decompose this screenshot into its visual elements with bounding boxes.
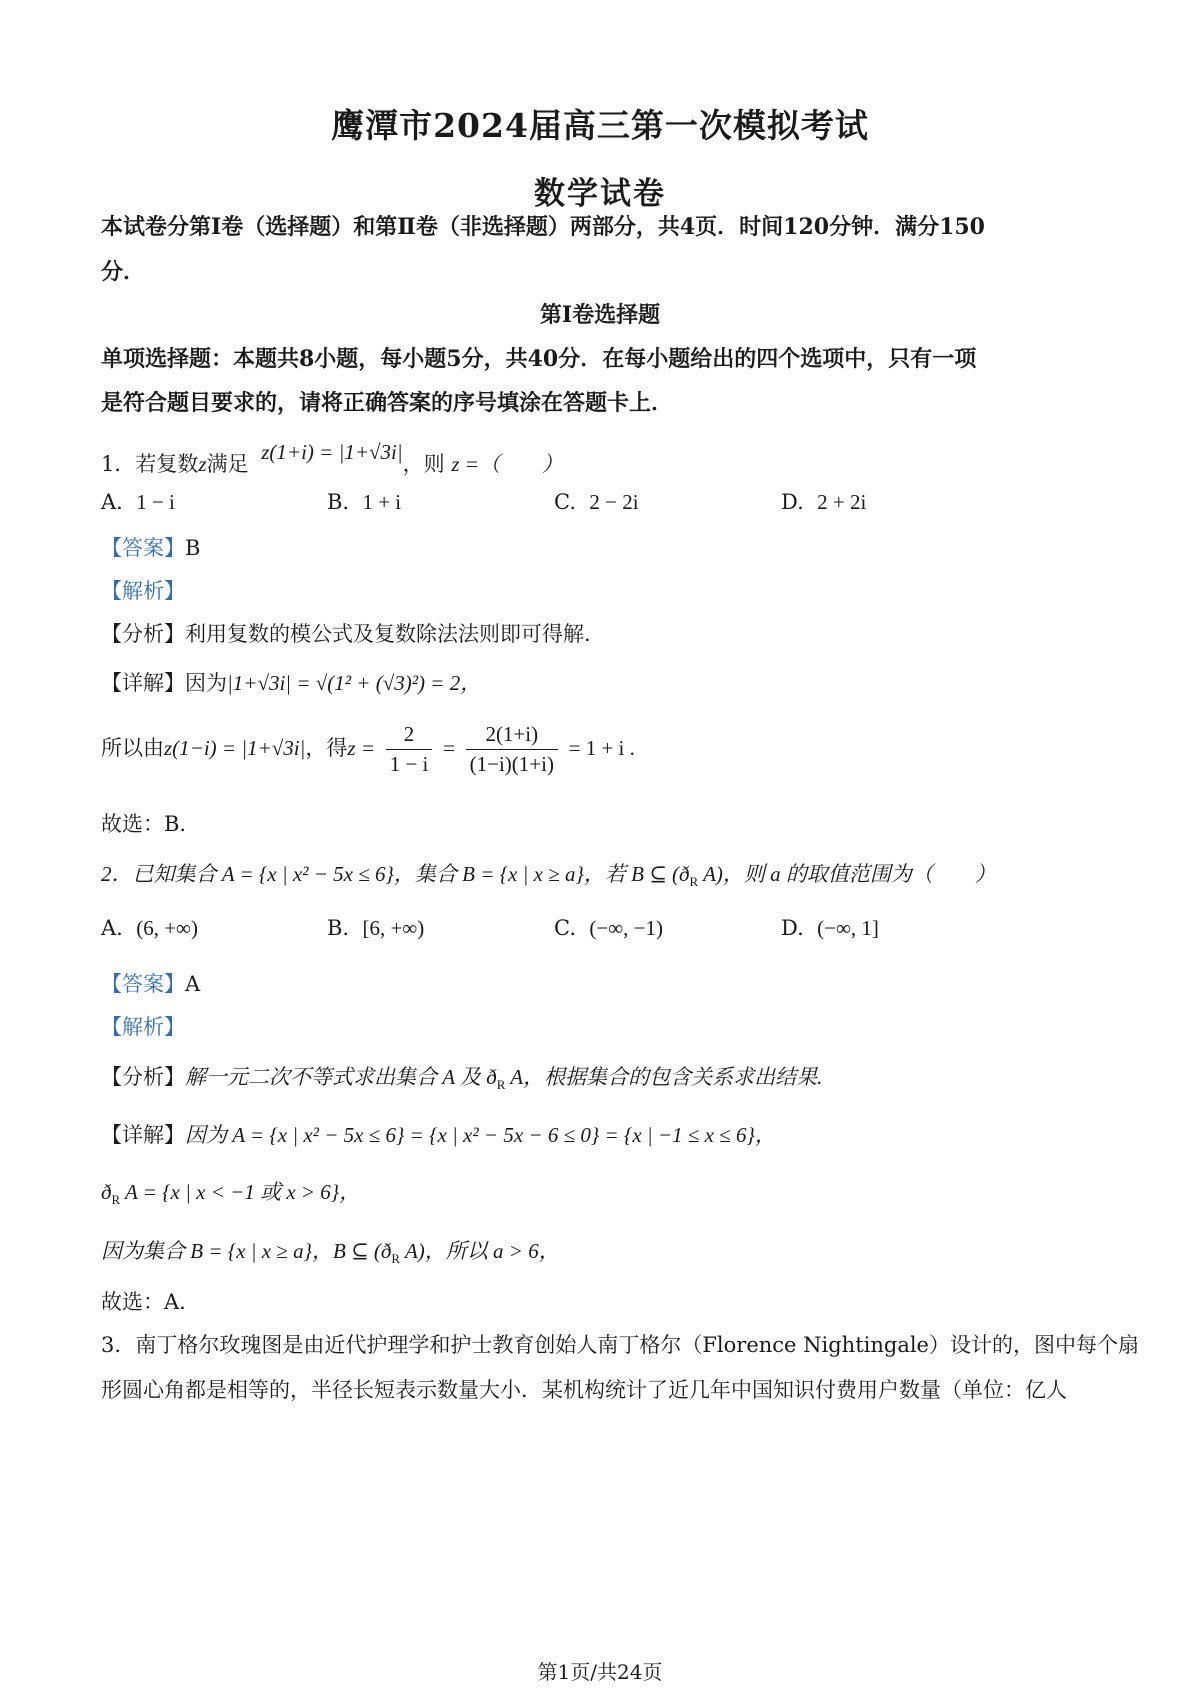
q2-detail-3: 因为集合 B = {x | x ≥ a}，B ⊆ ($ð_R$ A)，所以 a > 6， — [101, 1239, 560, 1267]
intro-line-2: 分． — [101, 259, 146, 285]
exam-title: 鹰潭市2024届高三第一次模拟考试 — [331, 106, 869, 145]
instructions-line-1: 单项选择题：本题共8小题，每小题5分，共40分．在每小题给出的四个选项中，只有一项 — [101, 346, 977, 372]
section-heading: 第Ⅰ卷选择题 — [539, 302, 661, 328]
paper-subtitle: 数学试卷 — [534, 176, 666, 212]
q2-analysis-tag: 【解析】 — [101, 1015, 185, 1039]
q2-option-a: A. (6, +∞) — [101, 916, 199, 940]
q1-stem-prefix: 1．若复数 — [101, 452, 199, 476]
q1-fraction-2: $\frac{2(1+i)}{(1-i)(1+i)}$ — [466, 722, 558, 777]
q1-answer: 【答案】B — [101, 536, 201, 560]
q1-stem — [101, 440, 563, 478]
q1-equation: z(1+i) = |1+√3i| — [261, 440, 403, 464]
q1-option-b: B. 1 + i — [327, 490, 402, 514]
answer-tag: 【答案】 — [101, 972, 185, 996]
q1-analysis-tag: 【解析】 — [101, 579, 185, 603]
q2-detail-2: $ð_R$ A = {x | x < −1 或 x > 6}， — [101, 1180, 361, 1208]
q2-option-d: D. (−∞, 1] — [781, 916, 879, 940]
page-number: 第1页/共24页 — [537, 1660, 663, 1684]
q1-fraction-1: $\frac{2}{1 - i}$ — [386, 722, 433, 777]
q2-fenxi: 【分析】解一元二次不等式求出集合 A 及 $ð_R$ A，根据集合的包含关系求出结果. — [101, 1065, 823, 1093]
q1-option-d: D. 2 + 2i — [781, 490, 867, 514]
q1-option-a: A. 1 − i — [101, 490, 175, 514]
q1-detail-eq: |1+√3i| = √(1² + (√3)²) = 2， — [227, 671, 482, 695]
answer-tag: 【答案】 — [101, 536, 185, 560]
q1-detail-line2: 所以由z(1−i) = |1+√3i|，得z = $\frac{2}{1 - i}$ = $\frac{2(1+i)}{(1-i)(1+i)}$ = 1 + i . — [101, 722, 635, 776]
q2-detail-1: 【详解】因为 A = {x | x² − 5x ≤ 6} = {x | x² − 5x − 6 ≤ 0} = {x | −1 ≤ x ≤ 6}， — [101, 1123, 776, 1147]
q1-choose: 故选：B. — [101, 812, 187, 836]
q1-stem-mid: 满足 — [206, 452, 249, 476]
q2-option-b: B. [6, +∞) — [327, 916, 425, 940]
q3-line-1: 3．南丁格尔玫瑰图是由近代护理学和护士教育创始人南丁格尔（Florence Nightingale）设计的，图中每个扇 — [101, 1333, 1139, 1357]
q1-detail: 【详解】因为|1+√3i| = √(1² + (√3)²) = 2， — [101, 671, 482, 695]
q1-fenxi: 【分析】利用复数的模公式及复数除法法则即可得解. — [101, 622, 591, 646]
q1-stem-end: z =（ ） — [451, 452, 563, 476]
q2-choose: 故选：A. — [101, 1290, 186, 1314]
intro-line-1: 本试卷分第Ⅰ卷（选择题）和第Ⅱ卷（非选择题）两部分，共4页．时间120分钟．满分150 — [101, 214, 985, 240]
instructions-line-2: 是符合题目要求的，请将正确答案的序号填涂在答题卡上． — [101, 390, 674, 416]
q2-stem: 2．已知集合 A = {x | x² − 5x ≤ 6}，集合 B = {x | x ≥ a}，若 B ⊆ ($ð_R$ A)，则 a 的取值范围为（ ） — [101, 862, 996, 890]
q1-stem-suffix: ，则 — [402, 452, 445, 476]
q1-option-c: C. 2 − 2i — [554, 490, 639, 514]
q2-option-c: C. (−∞, −1) — [554, 916, 664, 940]
q1-var-z: z — [198, 452, 207, 476]
q2-answer: 【答案】A — [101, 972, 201, 996]
q3-line-2: 形圆心角都是相等的，半径长短表示数量大小．某机构统计了近几年中国知识付费用户数量（单位：亿人 — [101, 1378, 1067, 1402]
